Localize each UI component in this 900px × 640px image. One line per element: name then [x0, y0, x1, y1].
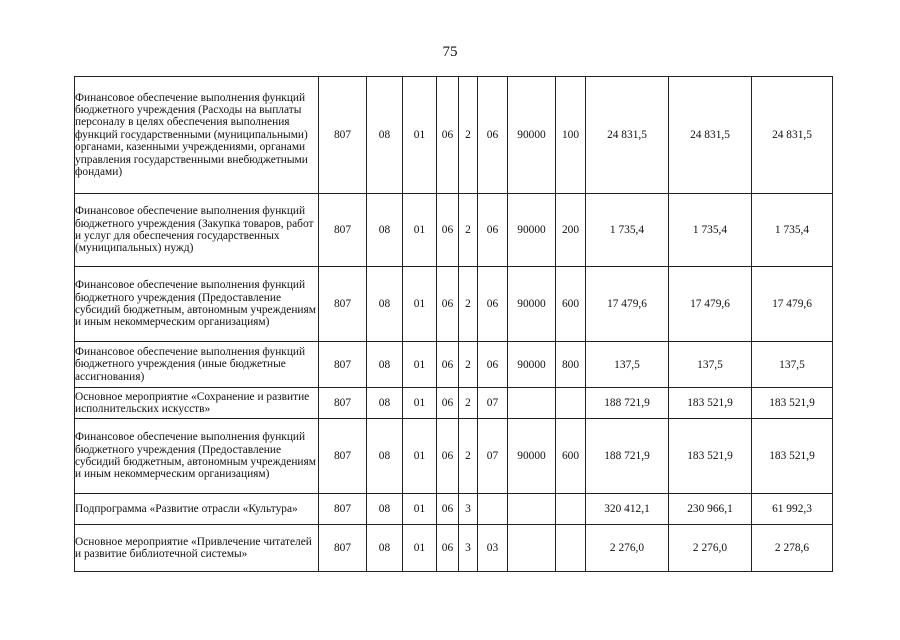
row-description: Финансовое обеспечение выполнения функций бюджетного учреждения (иные бюджетные ассигнования): [75, 342, 319, 388]
row-description: Основное мероприятие «Привлечение читателей и развитие библиотечной системы»: [75, 525, 319, 572]
amount-year-1: 188 721,9: [586, 388, 669, 419]
target-code-direction: 90000: [508, 342, 556, 388]
amount-year-3: 2 278,6: [752, 525, 833, 572]
target-code-subprogram: 2: [459, 194, 478, 267]
target-code-subprogram: 2: [459, 267, 478, 342]
section-code: 08: [367, 419, 403, 494]
expense-type-code: 200: [556, 194, 586, 267]
ved-code: 807: [319, 267, 367, 342]
amount-year-2: 230 966,1: [669, 494, 752, 525]
subsection-code: 01: [403, 525, 437, 572]
amount-year-3: 24 831,5: [752, 77, 833, 194]
table-row: [75, 494, 833, 525]
target-code-program: 06: [437, 525, 459, 572]
target-code-direction: 90000: [508, 419, 556, 494]
amount-year-2: 1 735,4: [669, 194, 752, 267]
target-code-program: 06: [437, 388, 459, 419]
target-code-program: 06: [437, 267, 459, 342]
row-description: Финансовое обеспечение выполнения функций бюджетного учреждения (Расходы на выплаты персоналу в целях обеспечения выполнения функций государственными (муниципальными) органами, казенными учреждениями, органами управления государственными внебюджетными фондами): [75, 77, 319, 194]
target-code-event: [478, 494, 508, 525]
amount-year-1: 2 276,0: [586, 525, 669, 572]
section-code: 08: [367, 194, 403, 267]
target-code-subprogram: 2: [459, 388, 478, 419]
target-code-program: 06: [437, 419, 459, 494]
subsection-code: 01: [403, 388, 437, 419]
target-code-event: 06: [478, 77, 508, 194]
table-row: [75, 388, 833, 419]
page-number: 75: [442, 44, 458, 60]
ved-code: 807: [319, 388, 367, 419]
section-code: 08: [367, 77, 403, 194]
subsection-code: 01: [403, 494, 437, 525]
table-row: [75, 77, 833, 194]
subsection-code: 01: [403, 342, 437, 388]
row-description: Основное мероприятие «Сохранение и развитие исполнительских искусств»: [75, 388, 319, 419]
amount-year-1: 17 479,6: [586, 267, 669, 342]
table-row: [75, 342, 833, 388]
amount-year-2: 2 276,0: [669, 525, 752, 572]
section-code: 08: [367, 342, 403, 388]
table-row: [75, 194, 833, 267]
target-code-program: 06: [437, 494, 459, 525]
amount-year-1: 188 721,9: [586, 419, 669, 494]
ved-code: 807: [319, 419, 367, 494]
target-code-direction: 90000: [508, 267, 556, 342]
section-code: 08: [367, 388, 403, 419]
expense-type-code: 600: [556, 267, 586, 342]
amount-year-2: 17 479,6: [669, 267, 752, 342]
ved-code: 807: [319, 525, 367, 572]
amount-year-2: 183 521,9: [669, 388, 752, 419]
expense-type-code: 100: [556, 77, 586, 194]
table-row: [75, 525, 833, 572]
target-code-event: 03: [478, 525, 508, 572]
row-description: Финансовое обеспечение выполнения функций бюджетного учреждения (Предоставление субсидий бюджетным, автономным учреждениям и иным некоммерческим организациям): [75, 267, 319, 342]
target-code-program: 06: [437, 194, 459, 267]
target-code-subprogram: 3: [459, 494, 478, 525]
ved-code: 807: [319, 77, 367, 194]
table-row: [75, 267, 833, 342]
amount-year-1: 320 412,1: [586, 494, 669, 525]
expense-type-code: [556, 494, 586, 525]
target-code-direction: 90000: [508, 194, 556, 267]
section-code: 08: [367, 494, 403, 525]
subsection-code: 01: [403, 267, 437, 342]
amount-year-3: 183 521,9: [752, 388, 833, 419]
amount-year-3: 1 735,4: [752, 194, 833, 267]
subsection-code: 01: [403, 194, 437, 267]
budget-table: [74, 76, 833, 572]
target-code-direction: 90000: [508, 77, 556, 194]
expense-type-code: 600: [556, 419, 586, 494]
table-row: [75, 419, 833, 494]
expense-type-code: [556, 388, 586, 419]
amount-year-2: 137,5: [669, 342, 752, 388]
target-code-event: 06: [478, 194, 508, 267]
amount-year-2: 24 831,5: [669, 77, 752, 194]
section-code: 08: [367, 525, 403, 572]
amount-year-1: 1 735,4: [586, 194, 669, 267]
subsection-code: 01: [403, 419, 437, 494]
expense-type-code: 800: [556, 342, 586, 388]
target-code-direction: [508, 494, 556, 525]
amount-year-1: 137,5: [586, 342, 669, 388]
ved-code: 807: [319, 494, 367, 525]
target-code-subprogram: 3: [459, 525, 478, 572]
row-description: Финансовое обеспечение выполнения функций бюджетного учреждения (Закупка товаров, работ и услуг для обеспечения государственных (муниципальных) нужд): [75, 194, 319, 267]
ved-code: 807: [319, 194, 367, 267]
target-code-event: 07: [478, 419, 508, 494]
amount-year-3: 61 992,3: [752, 494, 833, 525]
section-code: 08: [367, 267, 403, 342]
amount-year-1: 24 831,5: [586, 77, 669, 194]
target-code-event: 06: [478, 342, 508, 388]
row-description: Финансовое обеспечение выполнения функций бюджетного учреждения (Предоставление субсидий бюджетным, автономным учреждениям и иным некоммерческим организациям): [75, 419, 319, 494]
target-code-direction: [508, 388, 556, 419]
expense-type-code: [556, 525, 586, 572]
target-code-subprogram: 2: [459, 77, 478, 194]
target-code-subprogram: 2: [459, 342, 478, 388]
amount-year-2: 183 521,9: [669, 419, 752, 494]
target-code-program: 06: [437, 77, 459, 194]
target-code-event: 06: [478, 267, 508, 342]
amount-year-3: 17 479,6: [752, 267, 833, 342]
target-code-subprogram: 2: [459, 419, 478, 494]
target-code-event: 07: [478, 388, 508, 419]
target-code-direction: [508, 525, 556, 572]
subsection-code: 01: [403, 77, 437, 194]
ved-code: 807: [319, 342, 367, 388]
amount-year-3: 137,5: [752, 342, 833, 388]
row-description: Подпрограмма «Развитие отрасли «Культура»: [75, 494, 319, 525]
target-code-program: 06: [437, 342, 459, 388]
amount-year-3: 183 521,9: [752, 419, 833, 494]
